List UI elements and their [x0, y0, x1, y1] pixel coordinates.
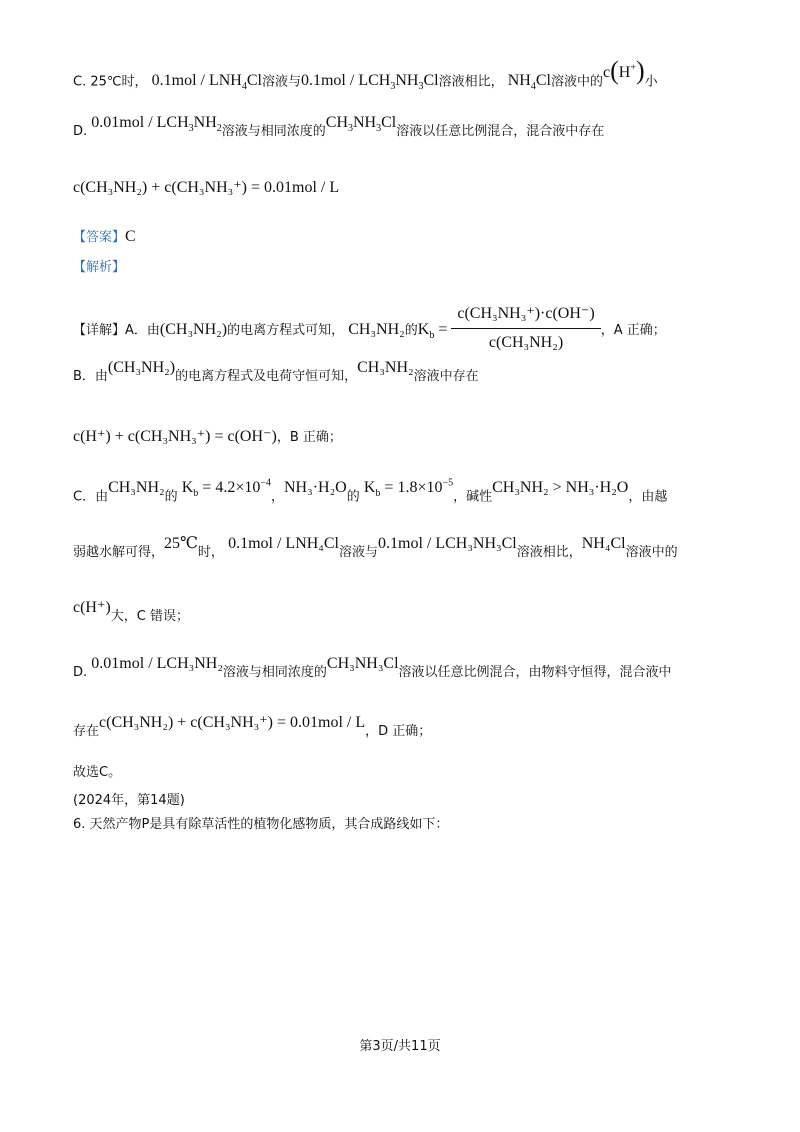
- temperature: 25℃: [164, 535, 198, 552]
- charge-balance-equation: c(H⁺) + c(CH₃NH₃⁺) = c(OH⁻): [73, 428, 277, 445]
- detail-c-line-2: 弱越水解可得，25℃时， 0.1mol / LNH₄Cl溶液与0.1mol / LCH₃NH₃Cl溶液相比，NH₄Cl溶液中的: [73, 535, 678, 560]
- kb-denominator: c(CH₃NH₂): [488, 334, 564, 351]
- detail-d-line: D. 0.01mol / LCH₃NH₂溶液与相同浓度的CH₃NH₃Cl溶液以任意比例混合，由物料守恒得，混合液中: [73, 655, 672, 680]
- answer-line: [73, 226, 740, 249]
- detail-c-line-3: c(H⁺)大，C 错误；: [73, 599, 189, 624]
- formula-ch3nh2: CH₃NH₂: [348, 321, 405, 338]
- question-6-line: 6. 天然产物P是具有除草活性的植物化感物质，其合成路线如下：: [73, 817, 449, 832]
- kb-fraction: [451, 303, 600, 354]
- detail-d-line-2: 存在c(CH₃NH₂) + c(CH₃NH₃⁺) = 0.01mol / L，D 正确；: [73, 714, 432, 739]
- page-footer: 第3页/共11页: [359, 1039, 441, 1054]
- analysis-tag: 【解析】: [73, 260, 126, 275]
- option-c-line: C. 25℃时， $0.1mol / LNH_4Cl$溶液与$0.1mol / LCH_3NH_3Cl$溶液相比， $NH_4Cl$溶液中的c(H+)小: [73, 56, 658, 93]
- formula-ch3nh2: CH₃NH₂: [357, 359, 414, 376]
- detail-c-line: C．由CH₃NH₂的 $K_b = 4.2\times 10^{-4}$，NH₃·H₂O的 $K_b = 1.8\times 10^{-5}$，碱性CH₃NH₂ > NH₃·H₂O，由越: [73, 478, 668, 505]
- formula-nh3-h2o: NH₃·H₂O: [284, 479, 347, 497]
- formula-ch3nh3cl: CH₃NH₃Cl: [326, 655, 399, 672]
- formula-ch3nh2-solution: 0.01mol / LCH₃NH₂: [91, 655, 223, 672]
- kb-value-ch3nh2: $K_b = 4.2\times 10^{-4}$: [181, 478, 271, 500]
- detail-tag: 【详解】: [73, 323, 126, 338]
- formula-nh4cl-solution: $0.1mol / LNH_4Cl$: [151, 72, 262, 93]
- formula-nh4cl-solution: 0.1mol / LNH₄Cl: [228, 535, 339, 552]
- formula-ch3nh2-paren: (CH₃NH₂): [159, 321, 228, 338]
- option-d-label: D.: [73, 124, 88, 139]
- formula-ch3nh3cl: $CH_3NH_3Cl$: [325, 114, 397, 135]
- year-line: (2024年，第14题): [73, 793, 185, 808]
- kb-value-nh3: $K_b = 1.8\times 10^{-5}$: [363, 478, 454, 500]
- formula-ch-plus: c(H+): [602, 56, 645, 86]
- detail-a-line: 【详解】A．由(CH₃NH₂)的电离方程式可知， CH₃NH₂的$K_b$ = $\frac{\text{c(CH₃NH₃⁺)·c(OH⁻)}}{\text{c(CH₃NH₂)}}$ ，A 正确；: [73, 305, 740, 356]
- material-balance-equation: c(CH₃NH₂) + c(CH₃NH₃⁺) = 0.01mol / L: [99, 714, 366, 731]
- basicity-comparison: CH₃NH₂ > NH₃·H₂O: [492, 479, 629, 497]
- kb-numerator: c(CH₃NH₃⁺)·c(OH⁻): [451, 303, 600, 329]
- answer-value: C: [125, 228, 136, 245]
- option-d-line: D. $0.01mol / LCH_3NH_2$溶液与相同浓度的$CH_3NH_3Cl$溶液以任意比例混合，混合液中存在: [73, 114, 605, 139]
- formula-ch3nh2-solution: $0.01mol / LCH_3NH_2$: [91, 114, 222, 135]
- detail-b-line: B．由(CH₃NH₂)的电离方程式及电荷守恒可知，CH₃NH₂溶液中存在: [73, 359, 479, 384]
- kb-symbol: $K_b$: [417, 321, 435, 342]
- detail-b-equation-line: c(H⁺) + c(CH₃NH₃⁺) = c(OH⁻)，B 正确；: [73, 428, 342, 445]
- analysis-line: [73, 257, 740, 279]
- option-c-label: C. 25℃时，: [73, 74, 148, 90]
- formula-ch3nh2: CH₃NH₂: [108, 479, 165, 497]
- choose-line: 故选C。: [73, 765, 122, 780]
- formula-nh4cl: NH₄Cl: [581, 535, 626, 552]
- answer-tag: 【答案】: [73, 230, 126, 245]
- formula-ch3nh3cl-solution: 0.1mol / LCH₃NH₃Cl: [378, 535, 517, 552]
- option-d-equation: c(CH₃NH₂) + c(CH₃NH₃⁺) = 0.01mol / L: [73, 179, 340, 196]
- formula-ch3nh3cl-solution: $0.1mol / LCH_3NH_3Cl$: [300, 72, 439, 93]
- formula-ch3nh2-paren: (CH₃NH₂): [107, 359, 176, 376]
- formula-nh4cl: $NH_4Cl$: [507, 72, 551, 93]
- formula-ch-plus: c(H⁺): [73, 599, 111, 616]
